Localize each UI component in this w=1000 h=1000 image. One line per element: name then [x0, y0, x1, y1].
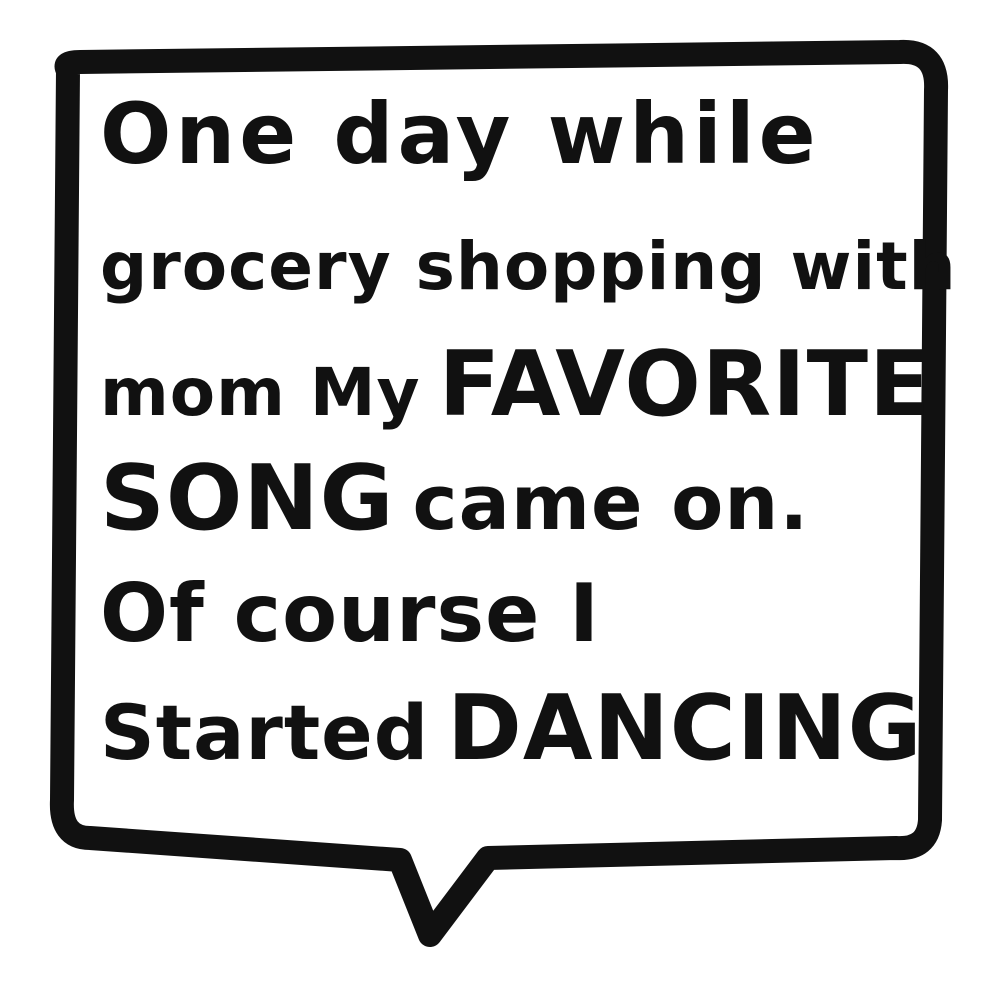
text-line-1	[100, 85, 820, 183]
text-line-6	[100, 676, 923, 781]
text-segment: came on.	[412, 458, 810, 547]
text-segment: Of course I	[100, 567, 600, 660]
text-segment: Started	[100, 688, 430, 777]
text-line-5	[100, 567, 600, 660]
text-segment: grocery shopping with	[100, 228, 957, 305]
text-segment-emphasis: SONG	[100, 446, 395, 551]
text-segment: One day while	[100, 85, 820, 183]
text-line-4	[100, 446, 810, 551]
speech-text	[100, 84, 957, 784]
text-line-3	[100, 332, 932, 437]
text-segment-emphasis: DANCING	[447, 676, 923, 781]
text-line-2	[100, 228, 957, 305]
text-segment-emphasis: FAVORITE	[438, 332, 932, 437]
text-segment: mom My	[100, 354, 421, 431]
